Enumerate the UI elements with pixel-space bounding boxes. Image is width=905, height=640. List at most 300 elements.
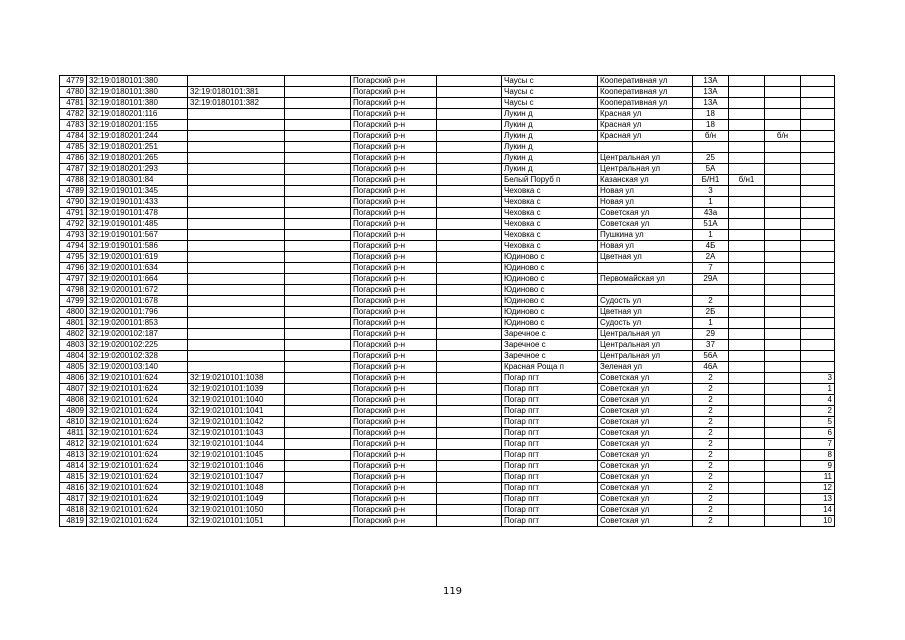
cell-sub: 32:19:0210101:1048 (188, 483, 285, 494)
cell-district: Погарский р-н (351, 98, 437, 109)
cell-c10 (729, 219, 765, 230)
cell-last (801, 296, 835, 307)
cell-c10 (729, 274, 765, 285)
cell-settlement: Погар пгт (502, 472, 598, 483)
cell-cad: 32:19:0200102:328 (87, 351, 188, 362)
cell-district: Погарский р-н (351, 450, 437, 461)
cell-house (693, 142, 729, 153)
cell-no: 4811 (60, 428, 87, 439)
cell-c10 (729, 417, 765, 428)
cell-c6 (437, 362, 502, 373)
cell-last (801, 351, 835, 362)
cell-settlement: Погар пгт (502, 483, 598, 494)
cell-settlement: Юдиново с (502, 318, 598, 329)
cell-c10 (729, 362, 765, 373)
cell-cad: 32:19:0200102:187 (87, 329, 188, 340)
cell-settlement: Погар пгт (502, 373, 598, 384)
cell-last (801, 285, 835, 296)
table-row (60, 384, 835, 395)
cell-c6 (437, 483, 502, 494)
cell-cad: 32:19:0200101:796 (87, 307, 188, 318)
cell-settlement: Чеховка с (502, 230, 598, 241)
cell-district: Погарский р-н (351, 263, 437, 274)
table-row (60, 362, 835, 373)
table-row (60, 406, 835, 417)
cell-sub (188, 219, 285, 230)
cell-no: 4819 (60, 516, 87, 527)
cell-c4 (285, 494, 351, 505)
cell-c10 (729, 109, 765, 120)
cell-c10 (729, 98, 765, 109)
cell-c11 (765, 186, 801, 197)
cell-house: 2 (693, 494, 729, 505)
cell-c4 (285, 263, 351, 274)
cell-district: Погарский р-н (351, 208, 437, 219)
cell-house: 25 (693, 153, 729, 164)
cell-district: Погарский р-н (351, 395, 437, 406)
cell-c4 (285, 230, 351, 241)
cell-house: 2 (693, 406, 729, 417)
cell-district: Погарский р-н (351, 406, 437, 417)
cell-c11 (765, 241, 801, 252)
table-row (60, 87, 835, 98)
cell-settlement: Юдиново с (502, 307, 598, 318)
cell-house: 4Б (693, 241, 729, 252)
cell-c6 (437, 186, 502, 197)
cell-c11 (765, 505, 801, 516)
cell-street: Советская ул (598, 373, 693, 384)
table-row (60, 263, 835, 274)
cell-c6 (437, 274, 502, 285)
cell-district: Погарский р-н (351, 494, 437, 505)
cell-no: 4809 (60, 406, 87, 417)
cell-cad: 32:19:0200101:672 (87, 285, 188, 296)
cell-cad: 32:19:0190101:433 (87, 197, 188, 208)
cell-last (801, 307, 835, 318)
cell-last (801, 329, 835, 340)
cell-cad: 32:19:0190101:478 (87, 208, 188, 219)
table-row (60, 439, 835, 450)
cell-sub (188, 109, 285, 120)
cell-no: 4816 (60, 483, 87, 494)
cell-cad: 32:19:0210101:624 (87, 439, 188, 450)
cell-district: Погарский р-н (351, 285, 437, 296)
cell-sub: 32:19:0180101:381 (188, 87, 285, 98)
cell-no: 4808 (60, 395, 87, 406)
cell-settlement: Чеховка с (502, 219, 598, 230)
cell-street: Советская ул (598, 494, 693, 505)
cell-c10 (729, 494, 765, 505)
cell-last (801, 241, 835, 252)
cell-cad: 32:19:0210101:624 (87, 472, 188, 483)
cell-last: 7 (801, 439, 835, 450)
cell-sub (188, 197, 285, 208)
cell-street: Красная ул (598, 131, 693, 142)
cell-house: 2 (693, 373, 729, 384)
cell-settlement: Лукин д (502, 164, 598, 175)
cell-street: Кооперативная ул (598, 76, 693, 87)
cell-street: Советская ул (598, 516, 693, 527)
table-row (60, 296, 835, 307)
cell-c6 (437, 329, 502, 340)
cell-c6 (437, 142, 502, 153)
cell-c6 (437, 197, 502, 208)
cell-settlement: Лукин д (502, 153, 598, 164)
cell-house: 2 (693, 417, 729, 428)
cell-last (801, 197, 835, 208)
cell-c6 (437, 109, 502, 120)
cell-cad: 32:19:0180301:84 (87, 175, 188, 186)
cell-district: Погарский р-н (351, 175, 437, 186)
cell-no: 4792 (60, 219, 87, 230)
cell-c4 (285, 296, 351, 307)
cell-c11 (765, 274, 801, 285)
cell-c4 (285, 340, 351, 351)
cell-c11 (765, 208, 801, 219)
cell-street: Пушкина ул (598, 230, 693, 241)
table-row (60, 329, 835, 340)
cell-c10 (729, 285, 765, 296)
cell-cad: 32:19:0200102:225 (87, 340, 188, 351)
cell-street: Новая ул (598, 241, 693, 252)
cell-c10 (729, 76, 765, 87)
cell-c6 (437, 164, 502, 175)
cell-district: Погарский р-н (351, 516, 437, 527)
table-row (60, 164, 835, 175)
cell-last: 8 (801, 450, 835, 461)
cell-house: 1 (693, 230, 729, 241)
cell-district: Погарский р-н (351, 131, 437, 142)
cell-c4 (285, 153, 351, 164)
cell-district: Погарский р-н (351, 461, 437, 472)
page-number: 119 (442, 586, 463, 597)
cell-c4 (285, 109, 351, 120)
cell-cad: 32:19:0210101:624 (87, 483, 188, 494)
cell-c6 (437, 153, 502, 164)
cell-c4 (285, 395, 351, 406)
cell-no: 4787 (60, 164, 87, 175)
cell-street: Советская ул (598, 417, 693, 428)
cell-street: Центральная ул (598, 351, 693, 362)
table-row (60, 307, 835, 318)
cell-house: 2 (693, 461, 729, 472)
cell-no: 4817 (60, 494, 87, 505)
cell-c4 (285, 428, 351, 439)
cell-sub (188, 263, 285, 274)
cell-cad: 32:19:0180201:155 (87, 120, 188, 131)
cell-no: 4813 (60, 450, 87, 461)
cell-cad: 32:19:0210101:624 (87, 461, 188, 472)
cell-cad: 32:19:0180101:380 (87, 98, 188, 109)
cell-no: 4788 (60, 175, 87, 186)
cell-street: Центральная ул (598, 164, 693, 175)
table-row (60, 131, 835, 142)
cell-c11 (765, 472, 801, 483)
cell-house: 7 (693, 263, 729, 274)
cell-no: 4815 (60, 472, 87, 483)
cell-no: 4800 (60, 307, 87, 318)
cell-house: 2 (693, 428, 729, 439)
cell-cad: 32:19:0200101:678 (87, 296, 188, 307)
cell-street: Советская ул (598, 428, 693, 439)
cell-c11 (765, 285, 801, 296)
cell-house: 2 (693, 483, 729, 494)
cell-c6 (437, 120, 502, 131)
cell-last (801, 274, 835, 285)
table-row (60, 197, 835, 208)
cell-cad: 32:19:0210101:624 (87, 395, 188, 406)
cell-street (598, 142, 693, 153)
cell-sub (188, 230, 285, 241)
table-row (60, 142, 835, 153)
cell-c11 (765, 362, 801, 373)
cell-c11 (765, 120, 801, 131)
cell-c6 (437, 384, 502, 395)
cell-no: 4806 (60, 373, 87, 384)
cell-sub (188, 76, 285, 87)
cell-c6 (437, 406, 502, 417)
cell-c4 (285, 516, 351, 527)
cell-street: Советская ул (598, 483, 693, 494)
cell-no: 4796 (60, 263, 87, 274)
cell-street: Советская ул (598, 219, 693, 230)
cell-no: 4801 (60, 318, 87, 329)
cell-settlement: Погар пгт (502, 428, 598, 439)
cell-c6 (437, 439, 502, 450)
cell-c10 (729, 120, 765, 131)
cell-c6 (437, 450, 502, 461)
cell-no: 4785 (60, 142, 87, 153)
cell-c11 (765, 230, 801, 241)
cell-cad: 32:19:0190101:586 (87, 241, 188, 252)
cell-c6 (437, 428, 502, 439)
cell-c11: б/н (765, 131, 801, 142)
cell-c4 (285, 175, 351, 186)
cell-settlement: Заречное с (502, 329, 598, 340)
cell-no: 4795 (60, 252, 87, 263)
cell-c10 (729, 461, 765, 472)
cell-last: 4 (801, 395, 835, 406)
cell-no: 4812 (60, 439, 87, 450)
cell-last (801, 208, 835, 219)
cell-house: 1 (693, 318, 729, 329)
table-row (60, 153, 835, 164)
cell-settlement: Погар пгт (502, 461, 598, 472)
cell-district: Погарский р-н (351, 472, 437, 483)
cell-street: Центральная ул (598, 340, 693, 351)
cell-c6 (437, 318, 502, 329)
cell-settlement: Погар пгт (502, 516, 598, 527)
cell-c11 (765, 252, 801, 263)
cell-house: б/н (693, 131, 729, 142)
cell-c4 (285, 142, 351, 153)
cell-last: 5 (801, 417, 835, 428)
cell-c11 (765, 98, 801, 109)
cell-house: 13А (693, 76, 729, 87)
cell-house: 37 (693, 340, 729, 351)
cell-c6 (437, 340, 502, 351)
cell-c4 (285, 241, 351, 252)
cell-sub: 32:19:0210101:1042 (188, 417, 285, 428)
cell-street: Советская ул (598, 450, 693, 461)
cell-house: 13А (693, 98, 729, 109)
cell-sub: 32:19:0210101:1051 (188, 516, 285, 527)
cell-district: Погарский р-н (351, 219, 437, 230)
cell-c10 (729, 186, 765, 197)
cell-settlement: Чеховка с (502, 197, 598, 208)
cell-street: Новая ул (598, 197, 693, 208)
cell-sub (188, 340, 285, 351)
cell-district: Погарский р-н (351, 351, 437, 362)
cell-cad: 32:19:0200101:853 (87, 318, 188, 329)
cell-last (801, 362, 835, 373)
table-row (60, 351, 835, 362)
cell-c4 (285, 197, 351, 208)
cell-street: Зеленая ул (598, 362, 693, 373)
cell-district: Погарский р-н (351, 505, 437, 516)
cell-sub: 32:19:0210101:1040 (188, 395, 285, 406)
cell-cad: 32:19:0200101:619 (87, 252, 188, 263)
cell-c6 (437, 98, 502, 109)
cell-cad: 32:19:0210101:624 (87, 417, 188, 428)
cell-no: 4798 (60, 285, 87, 296)
cell-street: Красная ул (598, 120, 693, 131)
cell-c4 (285, 439, 351, 450)
cell-c10 (729, 263, 765, 274)
cell-district: Погарский р-н (351, 373, 437, 384)
cell-cad: 32:19:0210101:624 (87, 428, 188, 439)
cell-no: 4783 (60, 120, 87, 131)
cell-cad: 32:19:0180101:380 (87, 76, 188, 87)
cell-c10 (729, 230, 765, 241)
cell-c11 (765, 329, 801, 340)
cell-street: Новая ул (598, 186, 693, 197)
cell-settlement: Чеховка с (502, 241, 598, 252)
cell-c4 (285, 472, 351, 483)
cell-sub (188, 307, 285, 318)
cell-settlement: Погар пгт (502, 417, 598, 428)
cell-c6 (437, 285, 502, 296)
cell-c4 (285, 318, 351, 329)
cell-house: 2Б (693, 307, 729, 318)
cell-no: 4802 (60, 329, 87, 340)
cell-house: 3 (693, 186, 729, 197)
cell-c11 (765, 516, 801, 527)
cell-c10 (729, 318, 765, 329)
cell-house: 5А (693, 164, 729, 175)
cell-district: Погарский р-н (351, 296, 437, 307)
cell-c6 (437, 241, 502, 252)
cell-district: Погарский р-н (351, 153, 437, 164)
cell-settlement: Красная Роща п (502, 362, 598, 373)
cell-c6 (437, 230, 502, 241)
cell-settlement: Белый Поруб п (502, 175, 598, 186)
cell-sub: 32:19:0210101:1050 (188, 505, 285, 516)
cell-cad: 32:19:0180101:380 (87, 87, 188, 98)
cell-settlement: Погар пгт (502, 494, 598, 505)
cell-sub (188, 164, 285, 175)
table-row (60, 450, 835, 461)
cell-sub (188, 362, 285, 373)
cell-c6 (437, 395, 502, 406)
table-row (60, 186, 835, 197)
cell-c11 (765, 142, 801, 153)
cell-c6 (437, 87, 502, 98)
cell-sub (188, 274, 285, 285)
cell-c4 (285, 417, 351, 428)
cell-last: 11 (801, 472, 835, 483)
cell-c4 (285, 131, 351, 142)
cell-settlement: Погар пгт (502, 450, 598, 461)
cell-sub: 32:19:0210101:1047 (188, 472, 285, 483)
cell-last: 6 (801, 428, 835, 439)
cell-district: Погарский р-н (351, 483, 437, 494)
cell-street: Советская ул (598, 208, 693, 219)
cell-c11 (765, 76, 801, 87)
cell-house: 2 (693, 296, 729, 307)
cell-settlement: Юдиново с (502, 274, 598, 285)
cell-no: 4799 (60, 296, 87, 307)
cell-cad: 32:19:0210101:624 (87, 494, 188, 505)
cell-c6 (437, 351, 502, 362)
cell-c11 (765, 197, 801, 208)
cell-district: Погарский р-н (351, 109, 437, 120)
table-row (60, 120, 835, 131)
cell-house: Б/Н1 (693, 175, 729, 186)
cell-no: 4818 (60, 505, 87, 516)
cell-c4 (285, 505, 351, 516)
cell-c6 (437, 516, 502, 527)
cell-cad: 32:19:0180201:251 (87, 142, 188, 153)
cell-no: 4803 (60, 340, 87, 351)
cell-c10 (729, 296, 765, 307)
cell-last (801, 142, 835, 153)
cell-c10 (729, 505, 765, 516)
cell-no: 4780 (60, 87, 87, 98)
cell-house: 2А (693, 252, 729, 263)
cell-sub: 32:19:0210101:1039 (188, 384, 285, 395)
table-row (60, 208, 835, 219)
cell-settlement: Погар пгт (502, 395, 598, 406)
cell-cad: 32:19:0200101:664 (87, 274, 188, 285)
cell-c6 (437, 494, 502, 505)
cell-settlement: Чеховка с (502, 208, 598, 219)
cell-settlement: Лукин д (502, 109, 598, 120)
cell-house: 13А (693, 87, 729, 98)
cell-district: Погарский р-н (351, 384, 437, 395)
cell-last: 1 (801, 384, 835, 395)
cell-district: Погарский р-н (351, 241, 437, 252)
cell-last (801, 340, 835, 351)
cell-c11 (765, 395, 801, 406)
cell-no: 4810 (60, 417, 87, 428)
cell-c6 (437, 461, 502, 472)
cell-settlement: Лукин д (502, 131, 598, 142)
cell-district: Погарский р-н (351, 307, 437, 318)
cell-no: 4791 (60, 208, 87, 219)
cell-sub (188, 285, 285, 296)
cell-last: 13 (801, 494, 835, 505)
cell-c10 (729, 252, 765, 263)
cell-sub (188, 318, 285, 329)
table-row (60, 274, 835, 285)
cell-sub (188, 131, 285, 142)
cell-c6 (437, 76, 502, 87)
cell-district: Погарский р-н (351, 164, 437, 175)
cell-c10 (729, 483, 765, 494)
cell-district: Погарский р-н (351, 318, 437, 329)
cell-street: Советская ул (598, 384, 693, 395)
